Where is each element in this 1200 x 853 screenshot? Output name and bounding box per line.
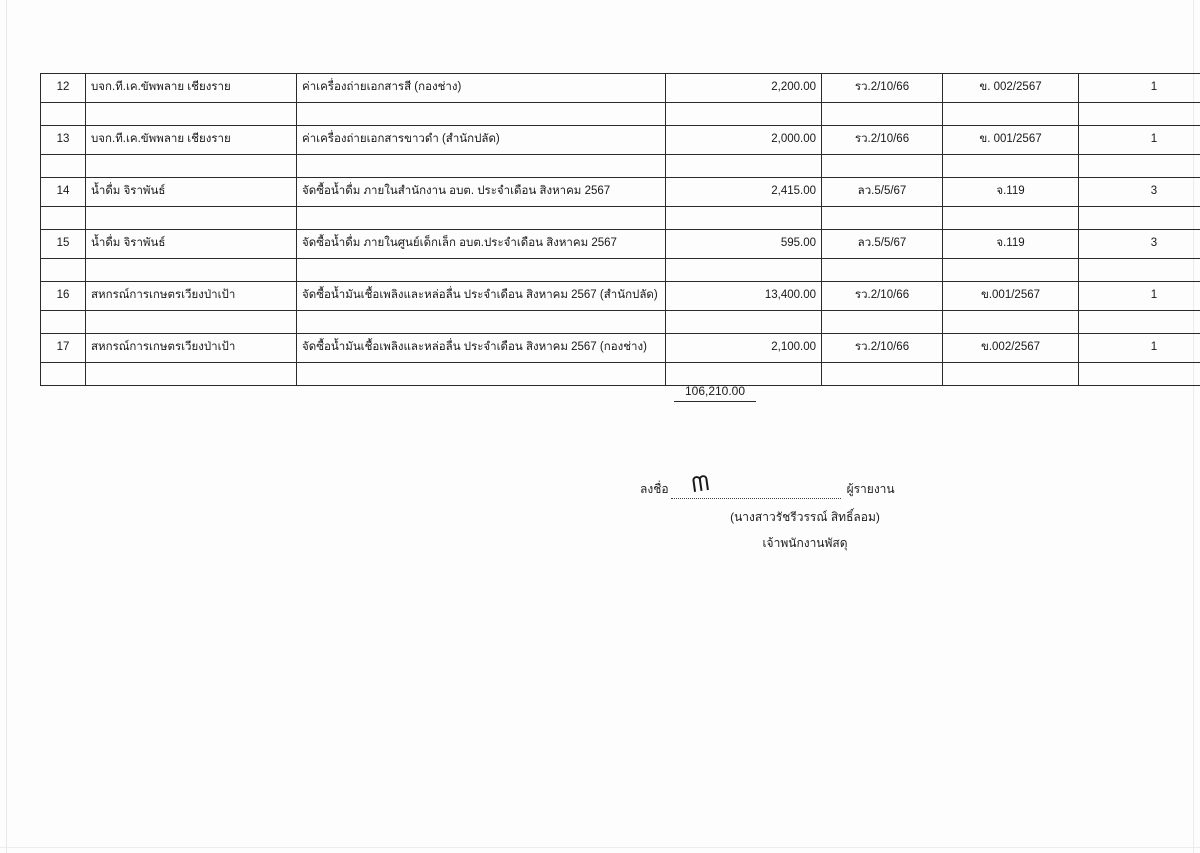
cell-vendor: น้ำดื่ม จิราพันธ์ xyxy=(86,230,297,259)
cell-empty xyxy=(943,363,1079,386)
cell-description: จัดซื้อน้ำมันเชื้อเพลิงและหล่อลื่น ประจำเดือน สิงหาคม 2567 (สำนักปลัด) xyxy=(297,282,666,311)
table-row xyxy=(41,126,1200,155)
cell-description: จัดซื้อน้ำดื่ม ภายในศูนย์เด็กเล็ก อบต.ประจำเดือน สิงหาคม 2567 xyxy=(297,230,666,259)
cell-vendor: บจก.ที.เค.ขัพพลาย เชียงราย xyxy=(86,126,297,155)
signature-role: ผู้รายงาน xyxy=(846,482,895,496)
cell-no: 17 xyxy=(41,334,86,363)
table-row xyxy=(41,334,1200,363)
cell-no: 14 xyxy=(41,178,86,207)
table-spacer-row xyxy=(41,311,1200,334)
cell-no: 12 xyxy=(41,74,86,103)
cell-quantity: 1 xyxy=(1079,282,1200,311)
grand-total-amount: 106,210.00 xyxy=(684,384,746,398)
cell-empty xyxy=(943,103,1079,126)
cell-empty xyxy=(41,207,86,230)
cell-empty xyxy=(1079,363,1200,386)
cell-amount: 2,200.00 xyxy=(666,74,822,103)
cell-empty xyxy=(666,259,822,282)
cell-empty xyxy=(666,311,822,334)
cell-empty xyxy=(1079,207,1200,230)
cell-empty xyxy=(297,207,666,230)
cell-empty xyxy=(822,259,943,282)
cell-empty xyxy=(822,207,943,230)
cell-amount: 595.00 xyxy=(666,230,822,259)
cell-empty xyxy=(666,207,822,230)
cell-vendor: สหกรณ์การเกษตรเวียงป่าเป้า xyxy=(86,334,297,363)
table-spacer-row xyxy=(41,363,1200,386)
cell-empty xyxy=(943,259,1079,282)
cell-empty xyxy=(86,103,297,126)
cell-quantity: 1 xyxy=(1079,126,1200,155)
cell-empty xyxy=(1079,311,1200,334)
cell-reference: จ.119 xyxy=(943,178,1079,207)
table-spacer-row xyxy=(41,103,1200,126)
cell-empty xyxy=(86,363,297,386)
cell-amount: 2,000.00 xyxy=(666,126,822,155)
cell-vendor: สหกรณ์การเกษตรเวียงป่าเป้า xyxy=(86,282,297,311)
cell-empty xyxy=(297,259,666,282)
cell-empty xyxy=(943,155,1079,178)
cell-empty xyxy=(666,103,822,126)
cell-empty xyxy=(41,363,86,386)
signature-dotted-line xyxy=(671,470,841,499)
cell-empty xyxy=(297,155,666,178)
cell-description: ค่าเครื่องถ่ายเอกสารขาวดำ (สำนักปลัด) xyxy=(297,126,666,155)
cell-vendor: น้ำดื่ม จิราพันธ์ xyxy=(86,178,297,207)
cell-reference: จ.119 xyxy=(943,230,1079,259)
cell-empty xyxy=(41,155,86,178)
cell-empty xyxy=(666,363,822,386)
signatory-position: เจ้าพนักงานพัสดุ xyxy=(762,536,848,550)
cell-empty xyxy=(822,363,943,386)
cell-quantity: 3 xyxy=(1079,230,1200,259)
cell-empty xyxy=(1079,155,1200,178)
cell-doc-no: ลว.5/5/67 xyxy=(822,178,943,207)
cell-doc-no: รว.2/10/66 xyxy=(822,334,943,363)
table-spacer-row xyxy=(41,155,1200,178)
cell-vendor: บจก.ที.เค.ขัพพลาย เชียงราย xyxy=(86,74,297,103)
cell-amount: 2,415.00 xyxy=(666,178,822,207)
cell-empty xyxy=(41,311,86,334)
cell-doc-no: รว.2/10/66 xyxy=(822,126,943,155)
page-edge-bottom xyxy=(0,847,1200,848)
cell-no: 13 xyxy=(41,126,86,155)
cell-empty xyxy=(86,207,297,230)
cell-empty xyxy=(1079,259,1200,282)
cell-empty xyxy=(822,155,943,178)
cell-empty xyxy=(666,155,822,178)
cell-empty xyxy=(822,311,943,334)
cell-amount: 13,400.00 xyxy=(666,282,822,311)
cell-doc-no: ลว.5/5/67 xyxy=(822,230,943,259)
cell-quantity: 3 xyxy=(1079,178,1200,207)
handwritten-signature: ᗰ xyxy=(689,470,710,498)
cell-empty xyxy=(297,103,666,126)
cell-reference: ข. 001/2567 xyxy=(943,126,1079,155)
cell-empty xyxy=(86,259,297,282)
cell-no: 15 xyxy=(41,230,86,259)
cell-quantity: 1 xyxy=(1079,74,1200,103)
table-row xyxy=(41,74,1200,103)
cell-empty xyxy=(943,207,1079,230)
cell-quantity: 1 xyxy=(1079,334,1200,363)
grand-total-underline xyxy=(674,401,756,402)
page-edge-left xyxy=(6,0,7,853)
table-row xyxy=(41,282,1200,311)
expense-table xyxy=(40,73,1200,386)
cell-empty xyxy=(297,363,666,386)
signature-block xyxy=(640,470,970,553)
table-spacer-row xyxy=(41,259,1200,282)
cell-no: 16 xyxy=(41,282,86,311)
cell-description: ค่าเครื่องถ่ายเอกสารสี (กองช่าง) xyxy=(297,74,666,103)
cell-description: จัดซื้อน้ำดื่ม ภายในสำนักงาน อบต. ประจำเดือน สิงหาคม 2567 xyxy=(297,178,666,207)
cell-empty xyxy=(41,259,86,282)
cell-description: จัดซื้อน้ำมันเชื้อเพลิงและหล่อลื่น ประจำเดือน สิงหาคม 2567 (กองช่าง) xyxy=(297,334,666,363)
cell-empty xyxy=(86,155,297,178)
table-spacer-row xyxy=(41,207,1200,230)
cell-reference: ข.002/2567 xyxy=(943,334,1079,363)
cell-empty xyxy=(943,311,1079,334)
table-row xyxy=(41,230,1200,259)
cell-empty xyxy=(822,103,943,126)
cell-amount: 2,100.00 xyxy=(666,334,822,363)
cell-reference: ข. 002/2567 xyxy=(943,74,1079,103)
cell-empty xyxy=(41,103,86,126)
cell-empty xyxy=(297,311,666,334)
grand-total xyxy=(640,384,790,402)
signatory-name: (นางสาวรัชรีวรรณ์ สิทธิ์ลอม) xyxy=(730,510,880,524)
signature-label: ลงชื่อ xyxy=(640,482,669,496)
signature-line xyxy=(640,470,970,499)
cell-doc-no: รว.2/10/66 xyxy=(822,74,943,103)
cell-reference: ข.001/2567 xyxy=(943,282,1079,311)
cell-empty xyxy=(86,311,297,334)
cell-doc-no: รว.2/10/66 xyxy=(822,282,943,311)
cell-empty xyxy=(1079,103,1200,126)
table-row xyxy=(41,178,1200,207)
